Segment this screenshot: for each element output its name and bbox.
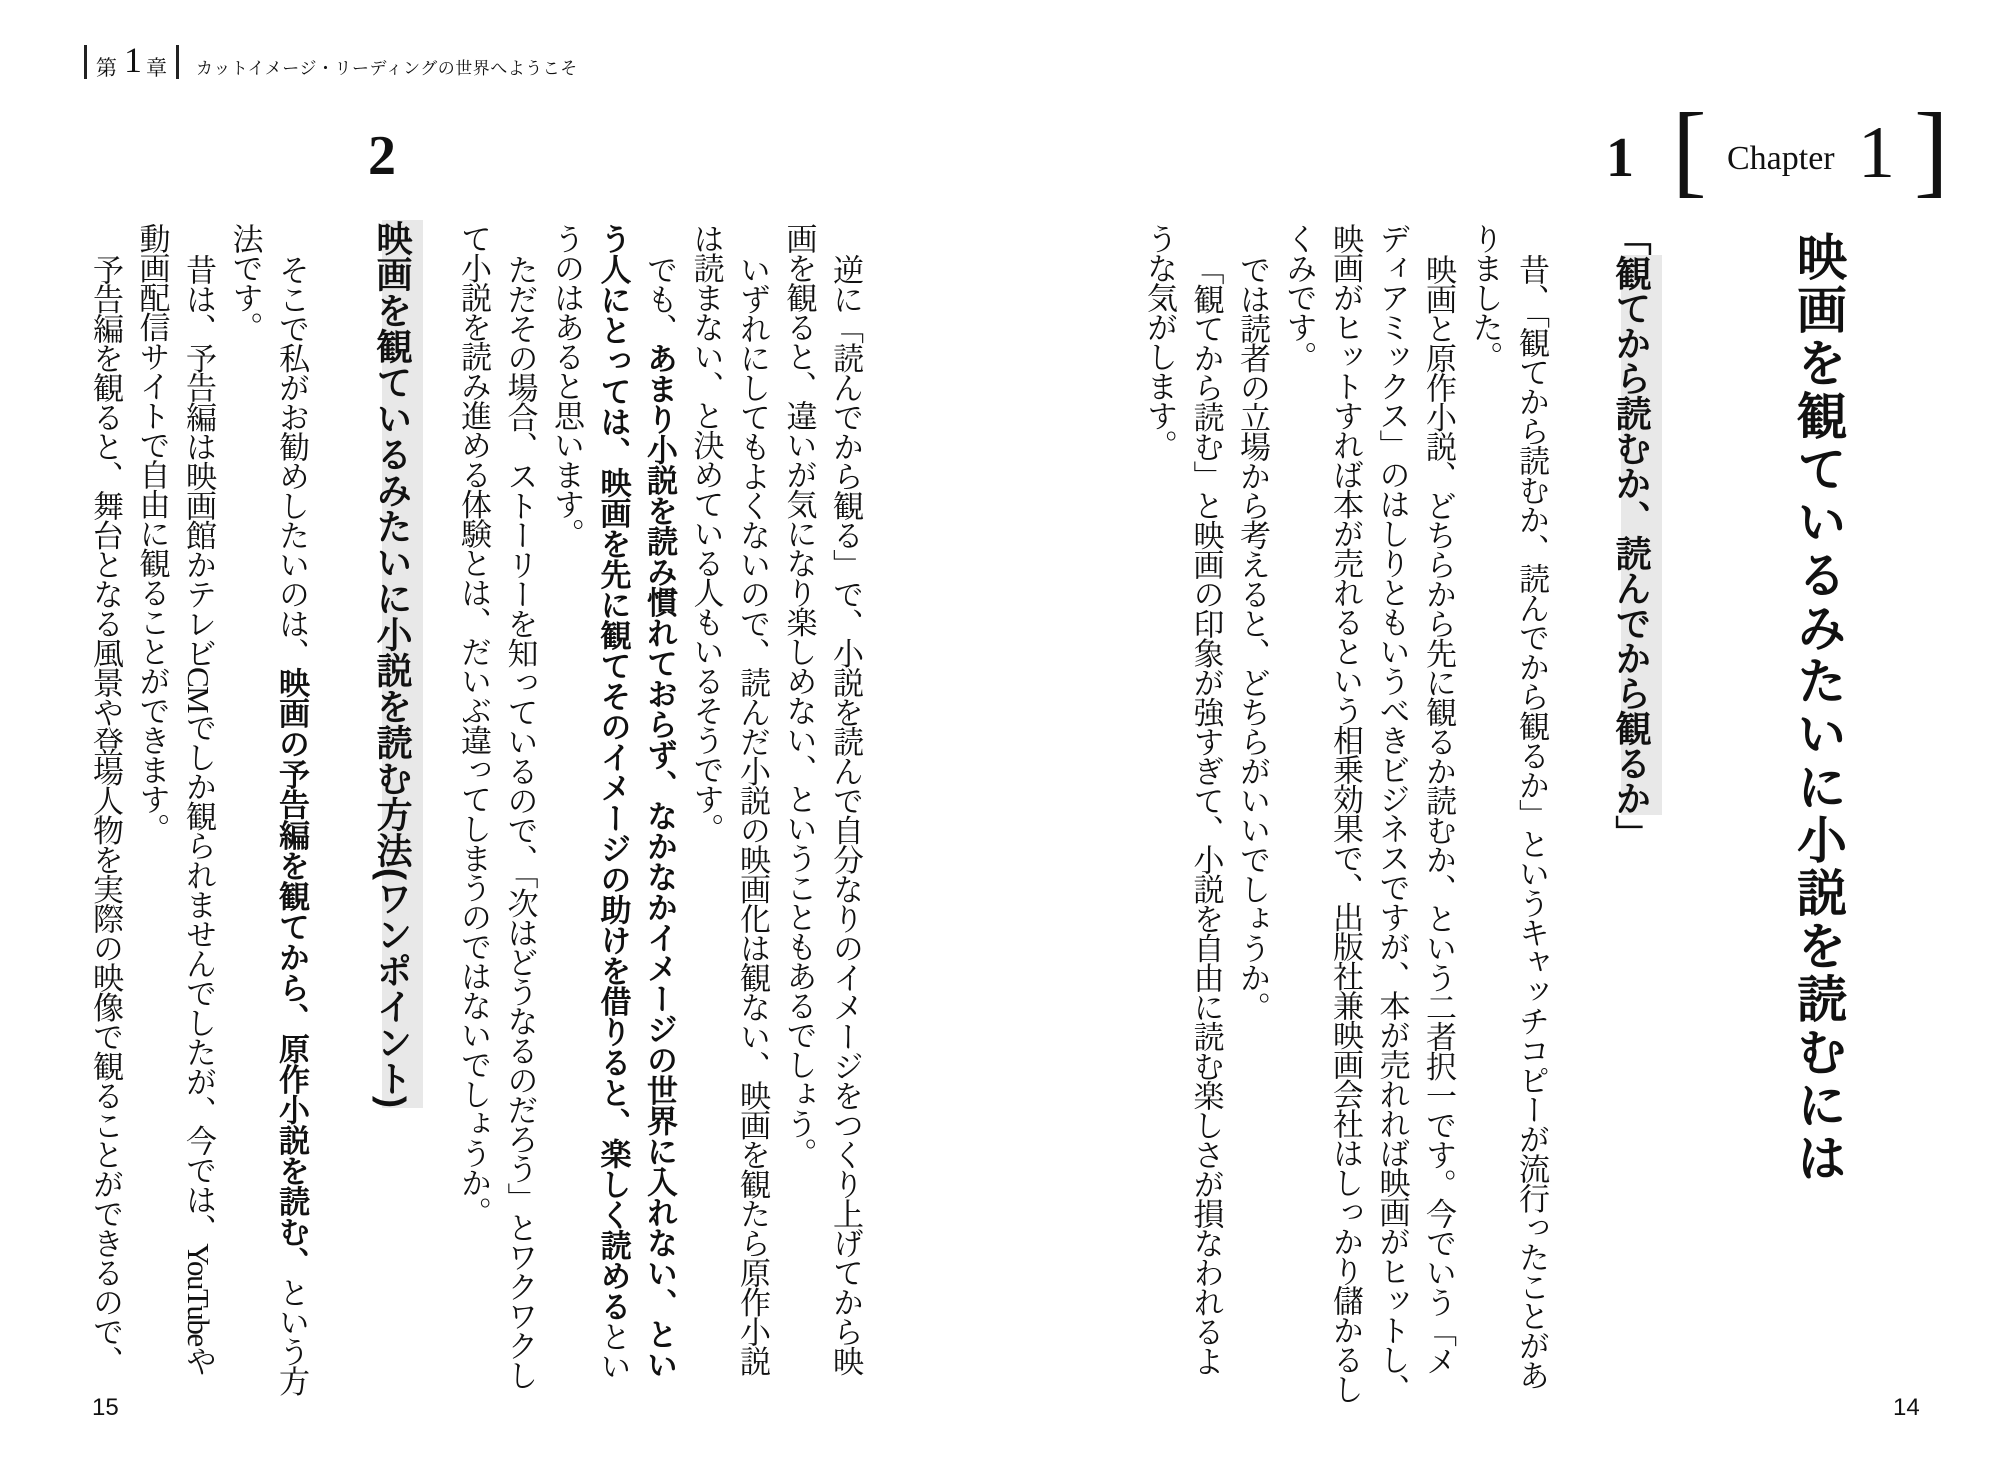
paragraph bbox=[82, 223, 129, 1403]
section-1-number: 1 bbox=[1606, 127, 1634, 189]
right-page-body bbox=[1132, 223, 1554, 1403]
chapter-marker-number: 1 bbox=[1858, 112, 1895, 194]
section-2-heading bbox=[367, 220, 418, 1108]
chapter-marker-close-bracket: ] bbox=[1914, 92, 1949, 207]
paragraph bbox=[1275, 223, 1461, 1403]
paragraph bbox=[128, 223, 221, 1403]
body-text: いずれにしてもよくないので、読んだ小説の映画化は観ない、映画を観たら原作小説は読まない、と決めている人もいるそうです。 bbox=[688, 223, 770, 1375]
chapter-label-suffix: 章 bbox=[146, 57, 169, 80]
body-text: 昔は、予告編は映画館かテレビCMでしか観られませんでしたが、今では、YouTubeや動画配信サイトで自由に観ることができます。 bbox=[134, 223, 216, 1376]
paragraph bbox=[1461, 223, 1554, 1403]
body-text: そこで私がお勧めしたいのは、 bbox=[274, 254, 309, 667]
header-rule-left bbox=[84, 45, 87, 79]
chapter-marker-open-bracket: [ bbox=[1672, 92, 1707, 207]
body-text: では読者の立場から考えると、どちらがいいでしょうか。 bbox=[1235, 254, 1270, 1021]
paragraph bbox=[450, 223, 543, 1403]
heading-highlighted-text: 映画を観ているみたいに小説を読む方法(ワンポイント) bbox=[372, 220, 423, 1108]
body-text: 予告編を観ると、舞台となる風景や登場人物を実際の映像で観ることができるので、 bbox=[88, 254, 123, 1375]
paragraph bbox=[775, 223, 868, 1403]
page-number-right: 14 bbox=[1893, 1394, 1920, 1421]
paragraph bbox=[543, 223, 683, 1403]
chapter-label-number: 1 bbox=[124, 40, 142, 80]
paragraph bbox=[1229, 223, 1276, 1403]
header-rule-right bbox=[176, 45, 179, 79]
paragraph bbox=[682, 223, 775, 1403]
chapter-label-prefix: 第 bbox=[96, 57, 119, 80]
body-text: 逆に「読んでから観る」で、小説を読んで自分なりのイメージをつくり上げてから映画を観ると、違いが気になり楽しめない、ということもあるでしょう。 bbox=[781, 223, 863, 1375]
running-header-title: カットイメージ・リーディングの世界へようこそ bbox=[196, 59, 578, 78]
body-text: 「観てから読む」と映画の印象が強すぎて、小説を自由に読む楽しさが損なわれるような気がします。 bbox=[1142, 223, 1224, 1375]
body-text: というのはあると思います。 bbox=[549, 223, 631, 1380]
emphasis-text: あまり小説を読み慣れておらず、なかなかイメージの世界に入れない、という人にとっては、映画を先に観てそのイメージの助けを借りると、楽しく読める bbox=[595, 223, 677, 1380]
heading-highlighted-text: 観てから読むか、読んでから観るか bbox=[1611, 255, 1662, 815]
body-text: という方法です。 bbox=[227, 223, 309, 1395]
body-text: でも、 bbox=[642, 254, 677, 343]
heading-open-bracket: 「 bbox=[1611, 220, 1652, 255]
left-page-body-section1 bbox=[446, 223, 868, 1403]
body-text: 映画と原作小説、どちらから先に観るか読むか、という二者択一です。今でいう「メディアミックス」のはしりともいうべきビジネスですが、本が売れれば映画がヒットし、映画がヒットすれば本が売れるという相乗効果で、出版社兼映画会社はしっかり儲かるしくみです。 bbox=[1281, 223, 1456, 1403]
emphasis-text: 映画の予告編を観てから、原作小説を読む、 bbox=[274, 667, 309, 1277]
section-2-number: 2 bbox=[368, 125, 396, 187]
left-page-body-section2 bbox=[78, 223, 314, 1403]
paragraph bbox=[221, 223, 314, 1403]
body-text: 昔、「観てから読むか、読んでから観るか」というキャッチコピーが流行ったことがありました。 bbox=[1467, 223, 1549, 1389]
body-text: ただその場合、ストーリーを知っているので、「次はどうなるのだろう」とワクワクして小説を読み進める体験とは、だいぶ違ってしまうのではないでしょうか。 bbox=[456, 223, 538, 1389]
heading-close-bracket: 」 bbox=[1611, 815, 1652, 850]
chapter-marker-label: Chapter bbox=[1727, 140, 1835, 177]
paragraph bbox=[1136, 223, 1229, 1403]
section-1-heading bbox=[1606, 220, 1657, 850]
chapter-title: 映画を観ているみたいに小説を読むには bbox=[1790, 231, 1846, 1185]
page-number-left: 15 bbox=[92, 1394, 119, 1421]
